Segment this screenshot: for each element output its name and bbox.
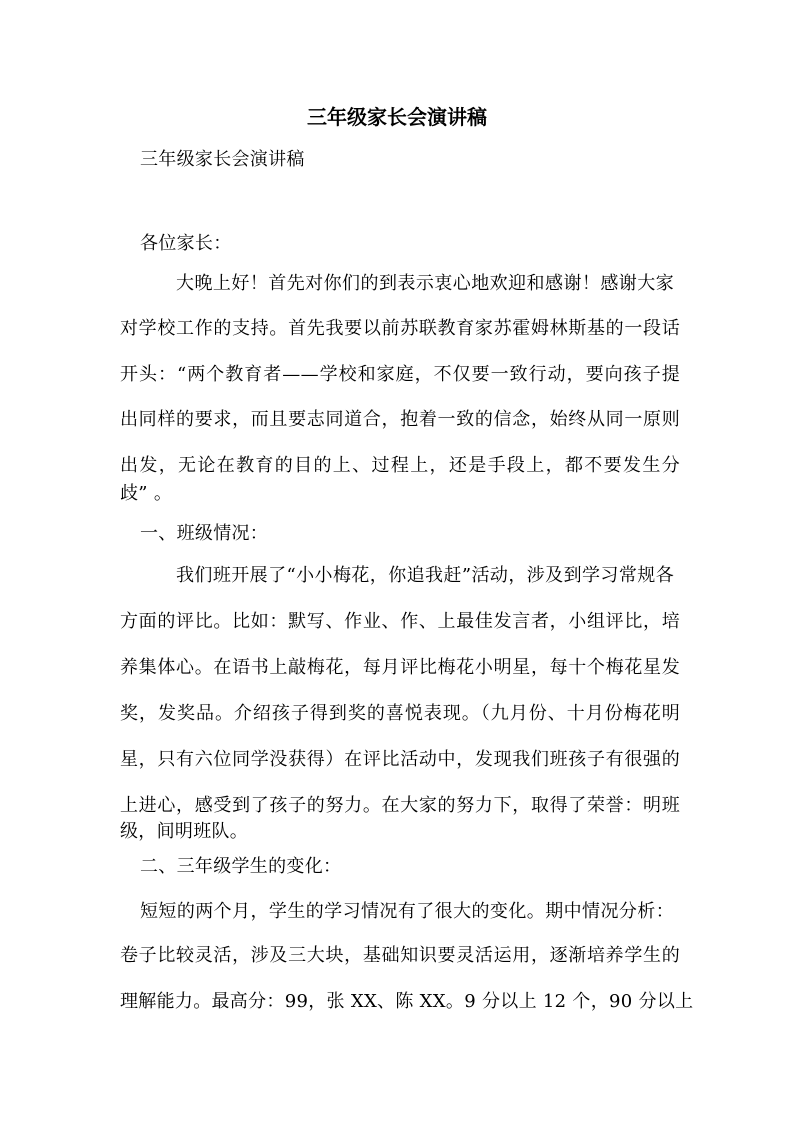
paragraph-line: 大晚上好！首先对你们的到表示衷心地欢迎和感谢！感谢大家 bbox=[176, 273, 674, 294]
paragraph-line: 理解能力。最高分：99，张 XX、陈 XX。9 分以上 12 个，90 分以上 bbox=[120, 991, 694, 1012]
paragraph-line: 上进心，感受到了孩子的努力。在大家的努力下，取得了荣誉：明班 bbox=[120, 795, 680, 816]
section-heading: 一、班级情况： bbox=[140, 523, 269, 544]
section-heading: 二、三年级学生的变化： bbox=[140, 856, 342, 877]
paragraph-line: 养集体心。在语书上敲梅花，每月评比梅花小明星，每十个梅花星发 bbox=[120, 657, 680, 678]
paragraph-line: 对学校工作的支持。首先我要以前苏联教育家苏霍姆林斯基的一段话 bbox=[120, 318, 680, 339]
document-title: 三年级家长会演讲稿 bbox=[307, 105, 487, 129]
paragraph-line: 星，只有六位同学没获得）在评比活动中，发现我们班孩子有很强的 bbox=[120, 749, 680, 770]
paragraph-line: 卷子比较灵活，涉及三大块，基础知识要灵活运用，逐渐培养学生的 bbox=[120, 945, 680, 966]
paragraph-line: 短短的两个月，学生的学习情况有了很大的变化。期中情况分析： bbox=[140, 901, 674, 922]
paragraph-line: 我们班开展了“小小梅花，你追我赶”活动，涉及到学习常规各 bbox=[176, 565, 674, 586]
paragraph-line: 方面的评比。比如：默写、作业、作、上最佳发言者，小组评比，培 bbox=[120, 611, 680, 632]
paragraph-line: 开头：“两个教育者——学校和家庭，不仅要一致行动，要向孩子提 bbox=[120, 364, 680, 385]
paragraph-line: 奖，发奖品。介绍孩子得到奖的喜悦表现。（九月份、十月份梅花明 bbox=[120, 703, 680, 724]
paragraph-line: 出发，无论在教育的目的上、过程上，还是手段上，都不要发生分 bbox=[120, 455, 680, 476]
paragraph-line: 出同样的要求，而且要志同道合，抱着一致的信念，始终从同一原则 bbox=[120, 409, 680, 430]
subtitle: 三年级家长会演讲稿 bbox=[140, 149, 305, 170]
paragraph-line: 级，间明班队。 bbox=[120, 821, 249, 842]
paragraph-line: 歧” 。 bbox=[120, 483, 173, 504]
greeting: 各位家长： bbox=[140, 233, 232, 254]
